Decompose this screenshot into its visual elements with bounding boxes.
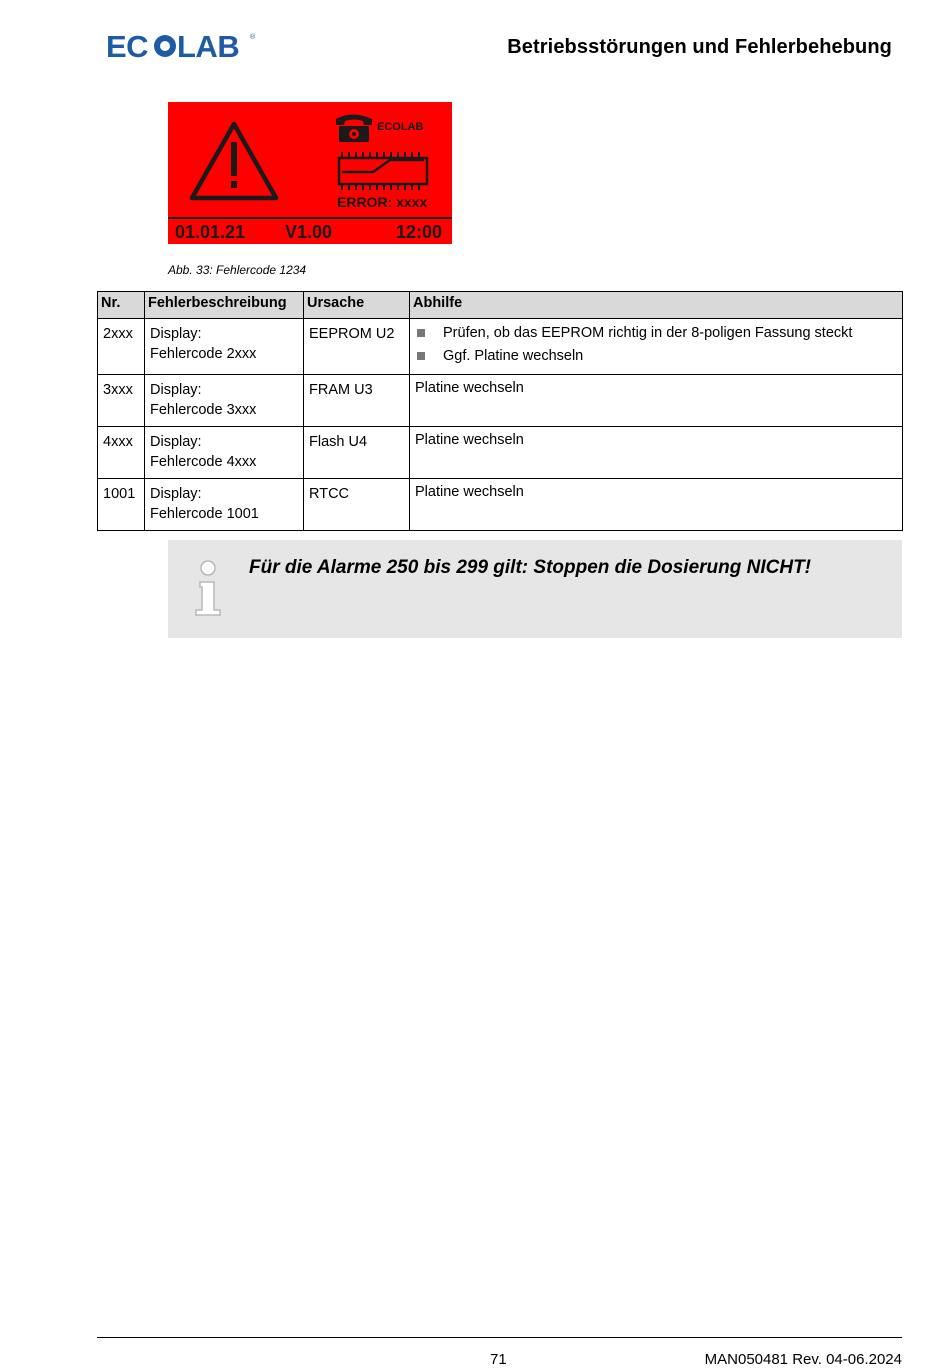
cell-remedy: Platine wechseln bbox=[410, 375, 903, 427]
cell-description bbox=[145, 427, 304, 479]
cell-remedy: Platine wechseln bbox=[410, 427, 903, 479]
cell-remedy bbox=[410, 319, 903, 375]
description-line: Fehlercode 2xxx bbox=[150, 346, 257, 362]
list-item bbox=[415, 322, 897, 345]
table-header-row bbox=[98, 292, 903, 319]
cell-nr: 2xxx bbox=[98, 319, 145, 375]
cell-description bbox=[145, 319, 304, 375]
chip-icon bbox=[339, 152, 427, 190]
figure-caption: Abb. 33: Fehlercode 1234 bbox=[168, 263, 307, 277]
display-error-text: ERROR: xxxx bbox=[337, 194, 428, 210]
svg-text:LAB: LAB bbox=[177, 30, 240, 62]
column-header-description: Fehlerbeschreibung bbox=[145, 292, 304, 319]
cell-cause: FRAM U3 bbox=[304, 375, 410, 427]
page-number: 71 bbox=[490, 1351, 507, 1368]
info-note bbox=[168, 540, 902, 638]
bullet-square-icon bbox=[417, 352, 425, 360]
column-header-remedy: Abhilfe bbox=[410, 292, 903, 319]
description-line: Fehlercode 3xxx bbox=[150, 402, 257, 418]
table-row bbox=[98, 479, 903, 531]
ecolab-logo bbox=[106, 30, 256, 62]
cell-remedy: Platine wechseln bbox=[410, 479, 903, 531]
cell-nr: 3xxx bbox=[98, 375, 145, 427]
cell-description bbox=[145, 479, 304, 531]
cell-nr: 1001 bbox=[98, 479, 145, 531]
svg-text:EC: EC bbox=[106, 30, 149, 62]
error-code-table bbox=[97, 291, 903, 531]
page-title: Betriebsstörungen und Fehlerbehebung bbox=[507, 36, 892, 58]
cell-cause: Flash U4 bbox=[304, 427, 410, 479]
list-item bbox=[415, 345, 897, 368]
column-header-cause: Ursache bbox=[304, 292, 410, 319]
display-brand: ECOLAB bbox=[377, 121, 424, 133]
description-line: Fehlercode 4xxx bbox=[150, 454, 257, 470]
cell-cause: RTCC bbox=[304, 479, 410, 531]
note-text: Für die Alarme 250 bis 299 gilt: Stoppen die Dosierung NICHT! bbox=[249, 557, 812, 578]
description-line: Display: bbox=[150, 326, 202, 342]
list-item-text: Prüfen, ob das EEPROM richtig in der 8-poligen Fassung steckt bbox=[443, 325, 853, 341]
svg-text:®: ® bbox=[250, 34, 256, 41]
description-line: Display: bbox=[150, 382, 202, 398]
bullet-square-icon bbox=[417, 329, 425, 337]
cell-cause: EEPROM U2 bbox=[304, 319, 410, 375]
error-display-figure bbox=[168, 102, 452, 244]
list-item-text: Ggf. Platine wechseln bbox=[443, 348, 584, 364]
cell-nr: 4xxx bbox=[98, 427, 145, 479]
table-row bbox=[98, 319, 903, 375]
description-line: Fehlercode 1001 bbox=[150, 506, 259, 522]
description-line: Display: bbox=[150, 486, 202, 502]
cell-description bbox=[145, 375, 304, 427]
column-header-nr: Nr. bbox=[98, 292, 145, 319]
warning-triangle-icon bbox=[192, 124, 276, 198]
remedy-list bbox=[415, 322, 897, 368]
table-row bbox=[98, 427, 903, 479]
display-version: V1.00 bbox=[285, 222, 333, 242]
display-date: 01.01.21 bbox=[175, 222, 246, 242]
info-icon bbox=[192, 558, 226, 618]
display-time: 12:00 bbox=[396, 222, 443, 242]
footer-divider bbox=[97, 1337, 902, 1338]
document-reference: MAN050481 Rev. 04-06.2024 bbox=[704, 1351, 902, 1368]
table-row bbox=[98, 375, 903, 427]
telephone-icon bbox=[336, 115, 372, 143]
description-line: Display: bbox=[150, 434, 202, 450]
